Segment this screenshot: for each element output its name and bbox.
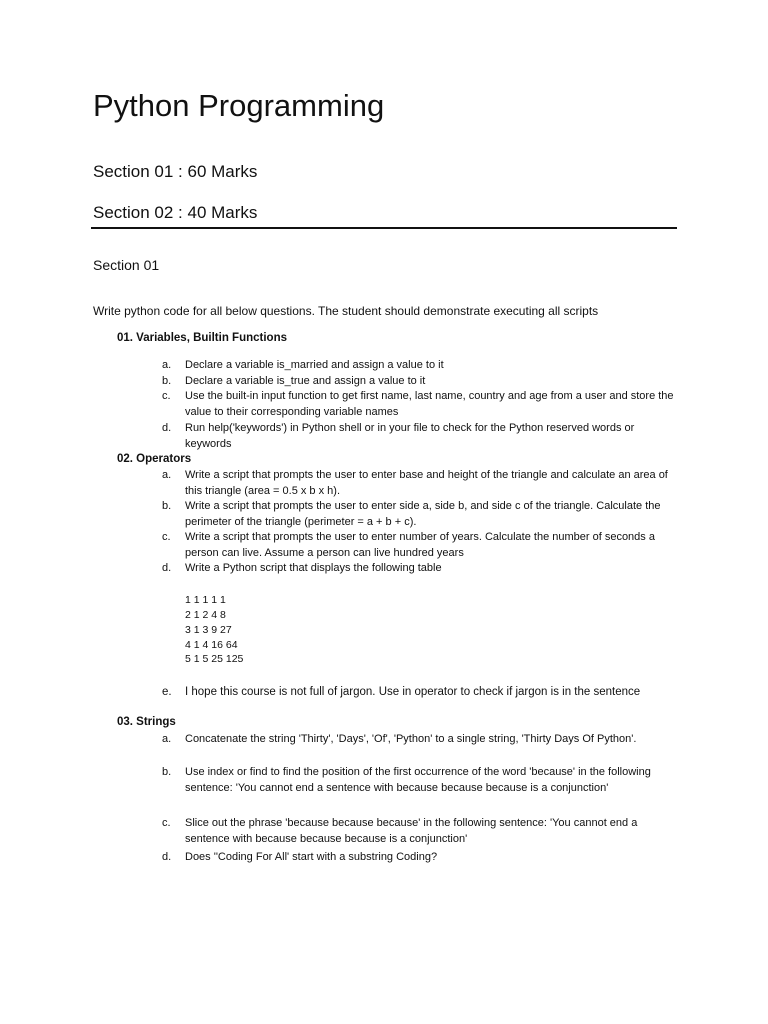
table-row: 1 1 1 1 1 (185, 594, 226, 606)
horizontal-rule (91, 227, 677, 229)
item-label: b. (162, 766, 172, 778)
item-label: d. (162, 422, 172, 434)
item-label: a. (162, 359, 172, 371)
item-text: Declare a variable is_true and assign a value to it (185, 375, 426, 387)
item-label: d. (162, 562, 172, 574)
item-text: Slice out the phrase 'because because because' in the following sentence: 'You cannot end a sentence with because because because is a conjunction' (185, 817, 638, 845)
item-label: a. (162, 469, 172, 481)
item-label: b. (162, 375, 172, 387)
item-text: Use the built-in input function to get first name, last name, country and age from a user and store the value to their corresponding variable names (185, 390, 674, 418)
item-text: I hope this course is not full of jargon. Use in operator to check if jargon is in the sentence (185, 686, 641, 698)
item-label: d. (162, 851, 172, 863)
group-heading-strings: 03. Strings (117, 716, 176, 728)
table-row: 5 1 5 25 125 (185, 653, 244, 665)
table-row: 4 1 4 16 64 (185, 639, 238, 651)
item-label: c. (162, 531, 171, 543)
item-text: Run help('keywords') in Python shell or in your file to check for the Python reserved words or keywords (185, 422, 635, 450)
document-title: Python Programming (93, 88, 385, 123)
item-label: b. (162, 500, 172, 512)
section-02-marks: Section 02 : 40 Marks (93, 203, 258, 222)
item-text: Write a Python script that displays the following table (185, 562, 442, 574)
item-label: c. (162, 817, 171, 829)
item-text: Declare a variable is_married and assign a value to it (185, 359, 444, 371)
item-text: Write a script that prompts the user to enter side a, side b, and side c of the triangle. Calculate the perimeter of the triangle (perimeter = a + b + c). (185, 500, 661, 528)
item-text: Use index or find to find the position of the first occurrence of the word 'because' in the following sentence: 'You cannot end a sentence with because because because is a conjunction' (185, 766, 651, 794)
item-text: Write a script that prompts the user to enter base and height of the triangle and calculate an area of this triangle (area = 0.5 x b x h). (185, 469, 668, 497)
item-label: e. (162, 686, 172, 698)
item-label: a. (162, 733, 172, 745)
table-row: 2 1 2 4 8 (185, 609, 226, 621)
section-01-marks: Section 01 : 60 Marks (93, 162, 258, 181)
section-heading: Section 01 (93, 257, 160, 273)
item-text: Write a script that prompts the user to enter number of years. Calculate the number of seconds a person can live. Assume a person can live hundred years (185, 531, 655, 559)
item-label: c. (162, 390, 171, 402)
table-row: 3 1 3 9 27 (185, 624, 232, 636)
group-heading-operators: 02. Operators (117, 453, 192, 465)
item-text: Does ''Coding For All' start with a substring Coding? (185, 851, 438, 863)
item-text: Concatenate the string 'Thirty', 'Days', 'Of', 'Python' to a single string, 'Thirty Days Of Python'. (185, 733, 637, 745)
group-heading-variables: 01. Variables, Builtin Functions (117, 332, 287, 344)
intro-text: Write python code for all below questions. The student should demonstrate executing all scripts (93, 304, 599, 318)
